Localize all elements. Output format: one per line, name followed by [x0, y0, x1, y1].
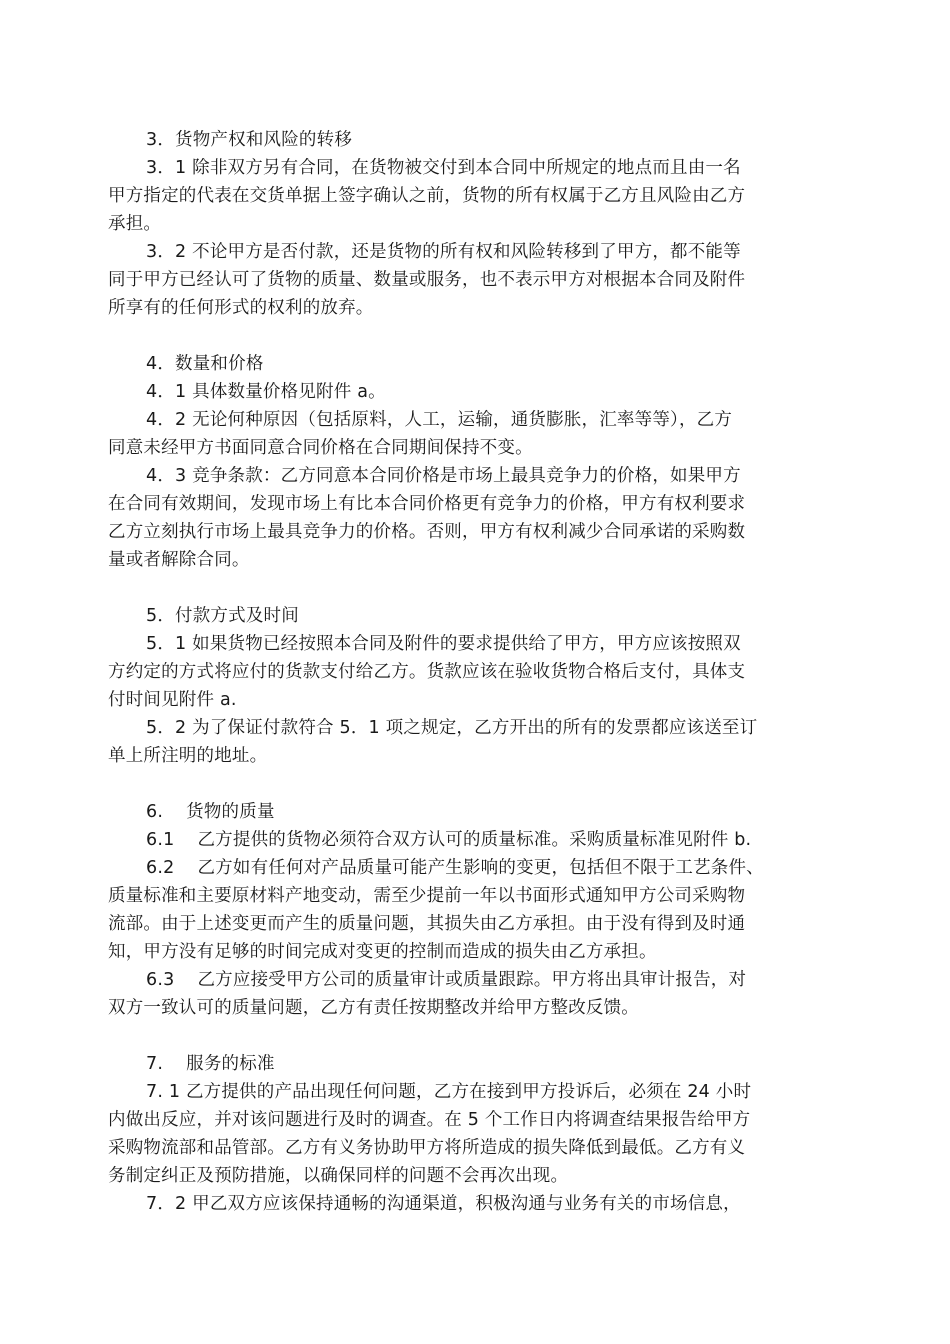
paragraph-line: 方约定的方式将应付的货款支付给乙方。货款应该在验收货物合格后支付，具体支 — [108, 662, 746, 682]
paragraph-line: 5．2 为了保证付款符合 5．1 项之规定，乙方开出的所有的发票都应该送至订 — [146, 718, 758, 738]
paragraph-line: 采购物流部和品管部。乙方有义务协助甲方将所造成的损失降低到最低。乙方有义 — [108, 1138, 746, 1158]
paragraph-line: 务制定纠正及预防措施，以确保同样的问题不会再次出现。 — [108, 1166, 569, 1186]
paragraph-line: 7．2 甲乙双方应该保持通畅的沟通渠道，积极沟通与业务有关的市场信息， — [146, 1194, 741, 1214]
section-heading: 6. 货物的质量 — [146, 802, 275, 822]
paragraph-line: 流部。由于上述变更而产生的质量问题，其损失由乙方承担。由于没有得到及时通 — [108, 914, 746, 934]
paragraph-line: 乙方立刻执行市场上最具竞争力的价格。否则，甲方有权利减少合同承诺的采购数 — [108, 522, 746, 542]
paragraph-line: 单上所注明的地址。 — [108, 746, 268, 766]
paragraph-line: 承担。 — [108, 214, 162, 234]
paragraph-line: 质量标准和主要原材料产地变动，需至少提前一年以书面形式通知甲方公司采购物 — [108, 886, 746, 906]
paragraph-line: 5．1 如果货物已经按照本合同及附件的要求提供给了甲方，甲方应该按照双 — [146, 634, 741, 654]
paragraph-line: 4．1 具体数量价格见附件 a。 — [146, 382, 386, 402]
section-s6 — [108, 798, 848, 1022]
section-s7 — [108, 1050, 848, 1218]
paragraph-line: 同意未经甲方书面同意合同价格在合同期间保持不变。 — [108, 438, 533, 458]
paragraph-line: 同于甲方已经认可了货物的质量、数量或服务，也不表示甲方对根据本合同及附件 — [108, 270, 746, 290]
paragraph-line: 4．3 竞争条款：乙方同意本合同价格是市场上最具竞争力的价格，如果甲方 — [146, 466, 741, 486]
paragraph-line: 6.2 乙方如有任何对产品质量可能产生影响的变更，包括但不限于工艺条件、 — [146, 858, 764, 878]
section-heading: 3．货物产权和风险的转移 — [146, 130, 353, 150]
paragraph-line: 所享有的任何形式的权利的放弃。 — [108, 298, 374, 318]
paragraph-line: 知，甲方没有足够的时间完成对变更的控制而造成的损失由乙方承担。 — [108, 942, 657, 962]
paragraph-line: 3．1 除非双方另有合同，在货物被交付到本合同中所规定的地点而且由一名 — [146, 158, 741, 178]
section-s3 — [108, 126, 848, 322]
paragraph-line: 付时间见附件 a. — [108, 690, 237, 710]
paragraph-line: 量或者解除合同。 — [108, 550, 250, 570]
paragraph-line: 3．2 不论甲方是否付款，还是货物的所有权和风险转移到了甲方，都不能等 — [146, 242, 741, 262]
paragraph-line: 甲方指定的代表在交货单据上签字确认之前，货物的所有权属于乙方且风险由乙方 — [108, 186, 746, 206]
section-heading: 5．付款方式及时间 — [146, 606, 299, 626]
contract-document — [108, 126, 848, 1246]
section-heading: 4．数量和价格 — [146, 354, 264, 374]
paragraph-line: 在合同有效期间，发现市场上有比本合同价格更有竞争力的价格，甲方有权利要求 — [108, 494, 746, 514]
paragraph-line: 7. 1 乙方提供的产品出现任何问题，乙方在接到甲方投诉后，必须在 24 小时 — [146, 1082, 752, 1102]
paragraph-line: 双方一致认可的质量问题，乙方有责任按期整改并给甲方整改反馈。 — [108, 998, 639, 1018]
section-s5 — [108, 602, 848, 770]
paragraph-line: 6.1 乙方提供的货物必须符合双方认可的质量标准。采购质量标准见附件 b. — [146, 830, 752, 850]
section-s4 — [108, 350, 848, 574]
paragraph-line: 4．2 无论何种原因（包括原料，人工，运输，通货膨胀，汇率等等），乙方 — [146, 410, 733, 430]
section-heading: 7. 服务的标准 — [146, 1054, 275, 1074]
paragraph-line: 6.3 乙方应接受甲方公司的质量审计或质量跟踪。甲方将出具审计报告，对 — [146, 970, 747, 990]
paragraph-line: 内做出反应，并对该问题进行及时的调查。在 5 个工作日内将调查结果报告给甲方 — [108, 1110, 751, 1130]
